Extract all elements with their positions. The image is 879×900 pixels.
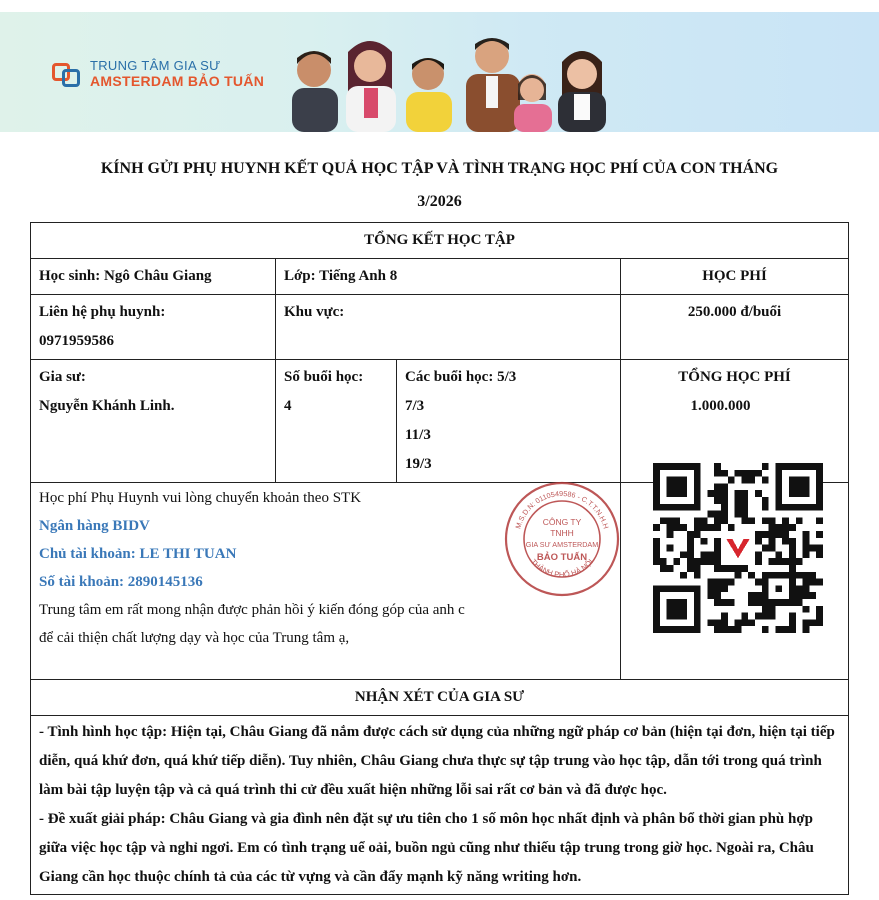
person-figure-3 [406,58,452,132]
comments-heading: NHẬN XÉT CỦA GIA SƯ [31,680,849,716]
parent-contact-value: 0971959586 [39,333,114,349]
company-stamp [503,480,621,598]
parent-contact [31,295,276,360]
feedback-line: để cải thiện chất lượng dạy và học của Trung tâm ạ, [39,630,350,646]
bank-name: Ngân hàng BIDV [39,518,150,534]
comments-body [31,716,849,895]
account-number: Số tài khoản: 2890145136 [39,574,203,590]
stamp-line2: TNHH [550,528,574,538]
payment-qr-code [653,460,823,636]
parent-contact-label: Liên hệ phụ huynh: [39,304,166,320]
session-dates-label: Các buổi học: 5/3 [405,369,517,385]
report-month: 3/2026 [417,193,462,210]
account-holder: Chủ tài khoản: LE THI TUAN [39,546,237,562]
tutor-cell [31,360,276,483]
logo-line2: AMSTERDAM BẢO TUẤN [90,73,265,89]
tutor-label: Gia sư: [39,369,86,385]
sessions-count: 4 [284,398,292,414]
center-logo [52,58,264,89]
fee-per-session: 250.000 đ/buổi [621,295,849,360]
person-figure-4 [466,38,520,132]
logo-line1: TRUNG TÂM GIA SƯ [90,58,221,73]
stamp-ring-text: M.S.D.N: 0110549586 - C.T.T.N.H.H [513,488,611,530]
fee-heading: HỌC PHÍ [621,259,849,295]
banner-photo [270,12,610,132]
logo-icon [52,61,82,87]
sessions-cell [276,360,397,483]
person-figure-1 [292,51,338,132]
feedback-line: Trung tâm em rất mong nhận được phản hồi ý kiến đóng góp của anh c [39,602,465,618]
session-date: 7/3 [405,398,425,414]
tutor-name: Nguyễn Khánh Linh. [39,398,175,414]
person-figure-6 [558,51,606,132]
session-date: 19/3 [405,456,432,472]
summary-heading: TỔNG KẾT HỌC TẬP [31,223,849,259]
stamp-line1: CÔNG TY [542,517,582,527]
person-figure-2 [346,41,396,132]
stamp-line3: GIA SƯ AMSTERDAM [525,540,599,549]
comment-paragraph: - Tình hình học tập: Hiện tại, Châu Giang đã nắm được cách sử dụng của những ngữ pháp cơ bản (hiện tại đơn, hiện tại tiếp diễn, quá khứ đơn, quá khứ tiếp diễn). Tuy nhiên, Châu Giang chưa thực sự tập trung vào học tập, dẫn tới trong quá trình làm bài tập luyện tập và cả quá trình thi cử đều xuất hiện những lỗi sai rất cơ bản và đã được học. [39,724,835,798]
payment-intro: Học phí Phụ Huynh vui lòng chuyển khoản theo STK [39,490,362,506]
session-date: 11/3 [405,427,431,443]
area-label: Khu vực: [276,295,621,360]
total-fee-heading: TỔNG HỌC PHÍ [678,369,791,385]
total-fee-value: 1.000.000 [690,398,751,414]
sessions-label: Số buổi học: [284,369,364,385]
comment-paragraph: - Đề xuất giải pháp: Châu Giang và gia đình nên đặt sự ưu tiên cho 1 số môn học nhất định và phân bổ thời gian phù hợp giữa việc học tập và nghỉ ngơi. Em có tình trạng uể oải, buồn ngủ cũng như thiếu tập trung trong giờ học. Ngoài ra, Châu Giang cần học thuộc chính tả của các từ vựng và cần đẩy mạnh kỹ năng writing hơn. [39,811,814,885]
stamp-ring-bottom: THÀNH PHỐ HÀ NỘI [528,557,596,580]
stamp-line4: BẢO TUẤN [536,552,588,563]
report-title: KÍNH GỬI PHỤ HUYNH KẾT QUẢ HỌC TẬP VÀ TÌNH TRẠNG HỌC PHÍ CỦA CON THÁNG [100,160,779,177]
class-name: Lớp: Tiếng Anh 8 [276,259,621,295]
header-banner [0,12,879,132]
student-name: Học sinh: Ngô Châu Giang [31,259,276,295]
session-dates-cell [397,360,621,483]
